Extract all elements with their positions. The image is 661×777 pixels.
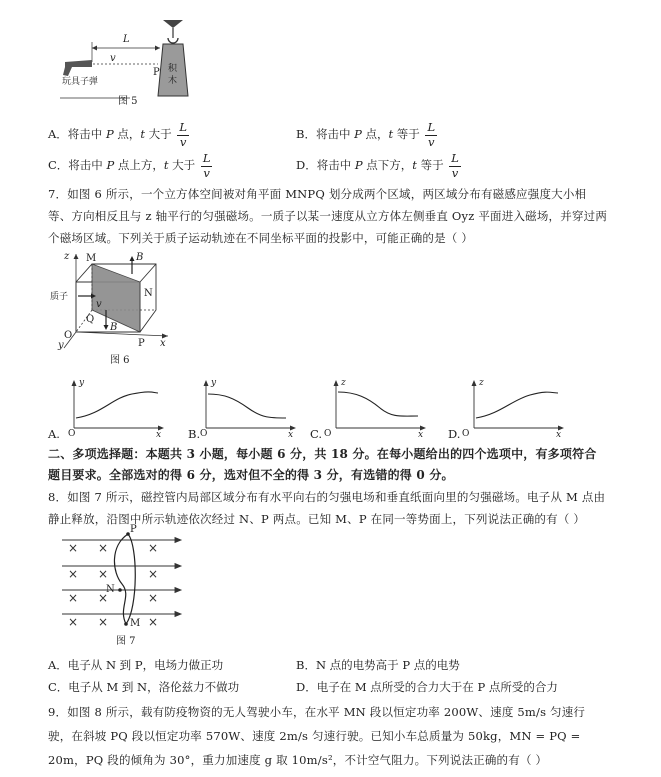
q7-option-a-yaxis: y bbox=[79, 378, 85, 388]
q7-option-d-yaxis: z bbox=[479, 378, 484, 388]
q6-option-c: C．将击中 P 点上方，t 大于 $\frac{L}{v}$ bbox=[48, 151, 211, 180]
svg-text:×: × bbox=[68, 567, 79, 581]
q8-option-b: B．N 点的电势高于 P 点的电势 bbox=[296, 658, 460, 672]
fig5-toy-label: 玩具子弹 bbox=[62, 77, 99, 87]
q7-option-a-letter: A. bbox=[48, 427, 60, 441]
svg-text:×: × bbox=[98, 615, 109, 629]
q7-option-c-xaxis: x bbox=[418, 430, 424, 440]
q7-option-b-xaxis: x bbox=[288, 430, 294, 440]
fig6-label-B-bottom: B bbox=[110, 322, 118, 333]
fig6-label-v: v bbox=[96, 299, 102, 310]
fig6-label-B-top: B bbox=[136, 252, 144, 263]
fig7-label-N: N bbox=[106, 584, 115, 595]
fig6-label-O: O bbox=[64, 330, 73, 341]
q7-option-b-graph bbox=[194, 378, 299, 440]
svg-text:×: × bbox=[148, 567, 159, 581]
fig7-label-M: M bbox=[130, 618, 141, 629]
q7-option-c-graph bbox=[324, 378, 429, 440]
svg-text:×: × bbox=[68, 541, 79, 555]
q6-option-b: B．将击中 P 点，t 等于 $\frac{L}{v}$ bbox=[296, 120, 436, 149]
fig6-label-P: P bbox=[138, 338, 145, 349]
svg-text:×: × bbox=[148, 591, 159, 605]
q7-question: 7．如图 6 所示，一个立方体空间被对角平面 MNPQ 划分成两个区域，两区域分布有磁感应强度大小相等、方向相反且与 z 轴平行的匀强磁场。一质子以某一速度从立方体左侧垂直 Oyz 平面进入磁场，并穿过两个磁场区域。下列关于质子运动轨迹在不同坐标平面的投影中，可能正确的是（ ） bbox=[48, 187, 608, 245]
svg-text:×: × bbox=[68, 615, 79, 629]
svg-text:×: × bbox=[98, 541, 109, 555]
q7-option-b-origin: O bbox=[200, 429, 208, 439]
q7-option-d-letter: D. bbox=[448, 427, 461, 441]
q7-option-a-graph bbox=[62, 378, 167, 440]
fig7-caption: 图 7 bbox=[116, 636, 136, 647]
fig5-caption: 图 5 bbox=[118, 96, 138, 107]
q7-option-d-graph bbox=[462, 378, 567, 440]
q7-option-c-letter: C. bbox=[310, 427, 323, 441]
figure-7 bbox=[60, 524, 185, 633]
q8-option-a: A．电子从 N 到 P，电场力做正功 bbox=[48, 658, 224, 672]
q7-option-c-yaxis: z bbox=[341, 378, 346, 388]
fig6-label-proton: 质子 bbox=[50, 292, 69, 302]
q7-option-d-xaxis: x bbox=[556, 430, 562, 440]
fig6-label-Q: Q bbox=[86, 314, 95, 325]
svg-text:×: × bbox=[148, 615, 159, 629]
svg-text:×: × bbox=[98, 567, 109, 581]
fig6-label-y: y bbox=[58, 340, 64, 351]
fig7-label-P: P bbox=[130, 524, 137, 535]
fig6-label-z: z bbox=[64, 251, 70, 262]
q8-option-d: D．电子在 M 点所受的合力大于在 P 点所受的合力 bbox=[296, 680, 558, 694]
q7-option-b-letter: B. bbox=[188, 427, 201, 441]
q7-option-b-yaxis: y bbox=[211, 378, 217, 388]
fig5-label-v: v bbox=[110, 53, 116, 64]
q7-option-d-origin: O bbox=[462, 429, 470, 439]
q7-option-a-xaxis: x bbox=[156, 430, 162, 440]
figure-6 bbox=[50, 251, 176, 352]
fig5-block-label-1: 积 bbox=[168, 64, 178, 74]
fig6-label-N: N bbox=[144, 288, 153, 299]
svg-text:×: × bbox=[148, 541, 159, 555]
fig5-label-P: P bbox=[153, 67, 160, 78]
q7-option-a-origin: O bbox=[68, 429, 76, 439]
q8-question: 8．如图 7 所示，磁控管内局部区域分布有水平向右的匀强电场和垂直纸面向里的匀强磁场。电子从 M 点由静止释放，沿图中所示轨迹依次经过 N、P 两点。已知 M、P 在同一等势面上，下列说法正确的有（ ） bbox=[48, 490, 606, 526]
section-2-heading: 二、多项选择题：本题共 3 小题，每小题 6 分，共 18 分。在每小题给出的四个选项中，有多项符合题目要求。全部选对的得 6 分，选对但不全的得 3 分，有选错的得 0 分。 bbox=[48, 447, 597, 482]
fig6-label-x: x bbox=[160, 338, 166, 349]
q6-option-a: A．将击中 P 点，t 大于 $\frac{L}{v}$ bbox=[48, 120, 187, 149]
fig6-label-M: M bbox=[86, 253, 97, 264]
svg-text:×: × bbox=[68, 591, 79, 605]
svg-text:×: × bbox=[98, 591, 109, 605]
q7-option-c-origin: O bbox=[324, 429, 332, 439]
q9-question: 9．如图 8 所示，载有防疫物资的无人驾驶小车，在水平 MN 段以恒定功率 200W、速度 5m/s 匀速行驶，在斜坡 PQ 段以恒定功率 570W、速度 2m/s 匀速行驶。已知小车总质量为 50kg，MN = PQ = 20m，PQ 段的倾角为 30°，重力加速度 g 取 10m/s²，不计空气阻力。下列说法正确的有（ ） bbox=[48, 705, 586, 767]
fig5-block-label-2: 木 bbox=[168, 76, 178, 86]
q8-option-c: C．电子从 M 到 N，洛伦兹力不做功 bbox=[48, 680, 240, 694]
q6-option-d: D．将击中 P 点下方，t 等于 $\frac{L}{v}$ bbox=[296, 151, 459, 180]
fig5-label-L: L bbox=[123, 34, 130, 45]
fig6-caption: 图 6 bbox=[110, 355, 130, 366]
